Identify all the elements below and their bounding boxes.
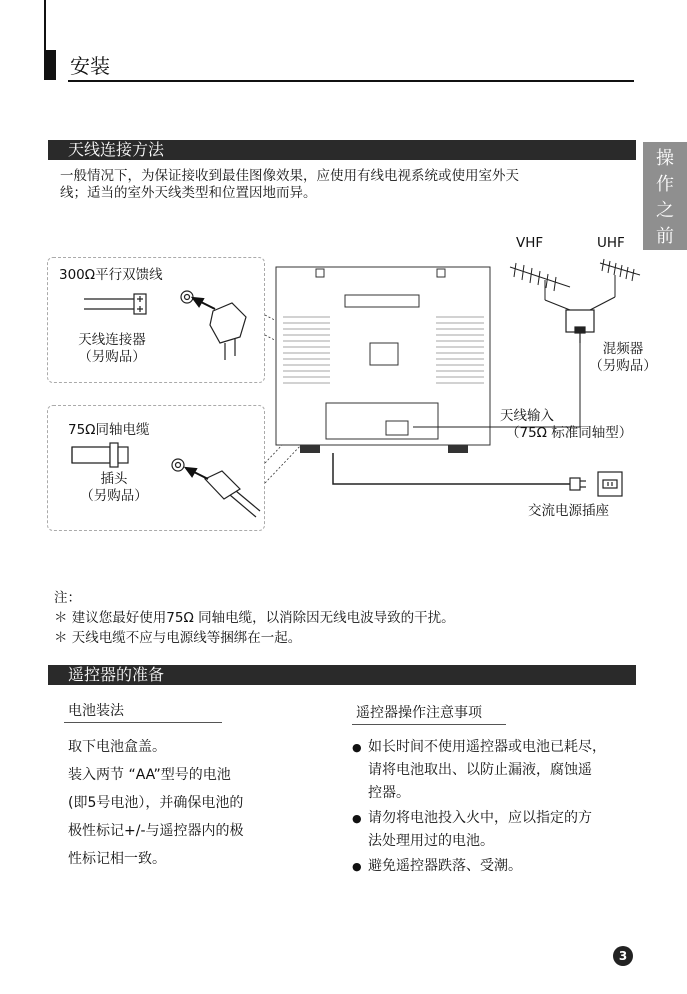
caution-line: ● 如长时间不使用遥控器或电池已耗尽， [368,739,606,755]
power-cord [333,453,570,484]
coax-label: 75Ω同轴电缆 [68,422,150,438]
side-tab-char: 操 [656,148,674,169]
notes-block [54,588,455,648]
header-marker-block [44,50,56,80]
mixer-icon [545,297,615,343]
twin-lead-label: 300Ω平行双馈线 [59,267,163,283]
caution-line: 法处理用过的电池。 [368,833,494,849]
battery-line: 取下电池盒盖。 [68,739,166,755]
tv-foot-left [300,445,320,453]
caution-heading: 遥控器操作注意事项 [356,705,482,721]
antenna-input-line: （75Ω 标准同轴型） [506,425,633,441]
plug-arrow-icon [186,468,208,479]
connector-label [62,332,162,366]
title-underline [68,80,634,82]
antenna-input-line: 天线输入 [500,408,554,424]
ac-outlet-label: 交流电源插座 [528,503,609,519]
caution-item [352,807,652,853]
side-tab-char: 作 [656,174,674,195]
battery-line: (即5号电池），并确保电池的 [68,795,244,811]
battery-line: 极性标记+/-与遥控器内的极 [68,823,244,839]
antenna-input-label [500,408,632,442]
battery-line: 装入两节 “AA”型号的电池 [68,767,231,783]
note-item: ＊ 天线电缆不应与电源线等捆绑在一起。 [54,630,302,646]
plug-label [64,471,164,505]
arrow-icon [193,298,215,309]
caution-item [352,736,652,805]
notes-label: 注： [54,590,81,606]
uhf-antenna-icon [600,259,640,297]
caution-item [352,855,652,878]
coax-cable-icon [72,443,128,467]
tv-back-icon [276,267,490,445]
battery-heading: 电池装法 [68,703,124,719]
page-title: 安装 [70,54,110,78]
connector-icon [181,291,246,360]
plug-label-line: 插头 [100,471,128,487]
twin-lead-wire [84,294,146,314]
uhf-label: UHF [597,235,625,251]
power-outlet-icon [598,472,622,496]
battery-heading-rule [64,722,222,723]
section-heading-remote: 遥控器的准备 [48,665,636,685]
mixer-label-line: （另购品） [589,358,657,374]
page-number: 3 [613,946,633,966]
vhf-antenna-icon [510,263,570,300]
antenna-intro [60,168,519,202]
battery-line: 性标记相一致。 [68,851,166,867]
antenna-intro-line: 一般情况下，为保证接收到最佳图像效果，应使用有线电视系统或使用室外天 [60,168,519,184]
plug-label-line: （另购品） [80,488,148,504]
vhf-label: VHF [516,235,544,251]
tv-foot-right [448,445,468,453]
connector-label-line: （另购品） [78,349,146,365]
caution-line: ● 避免遥控器跌落、受潮。 [368,858,522,874]
connector-label-line: 天线连接器 [78,332,146,348]
antenna-connection-diagram [0,225,687,545]
note-item: ＊ 建议您最好使用75Ω 同轴电缆，以消除因无线电波导致的干扰。 [54,610,455,626]
power-plug-icon [570,478,586,490]
caution-line: 控器。 [368,785,410,801]
side-tab-char: 之 [656,200,674,221]
side-tab-char: 前 [656,226,674,247]
section-heading-antenna: 天线连接方法 [48,140,636,160]
caution-line: 请将电池取出、以防止漏液，腐蚀遥 [368,762,592,778]
battery-instructions [68,736,244,871]
caution-heading-rule [352,724,506,725]
caution-list [352,736,652,880]
caution-line: ● 请勿将电池投入火中，应以指定的方 [368,810,592,826]
mixer-label [579,341,667,375]
mixer-label-line: 混频器 [602,341,644,357]
antenna-intro-line: 线；适当的室外天线类型和位置因地而异。 [60,185,317,201]
